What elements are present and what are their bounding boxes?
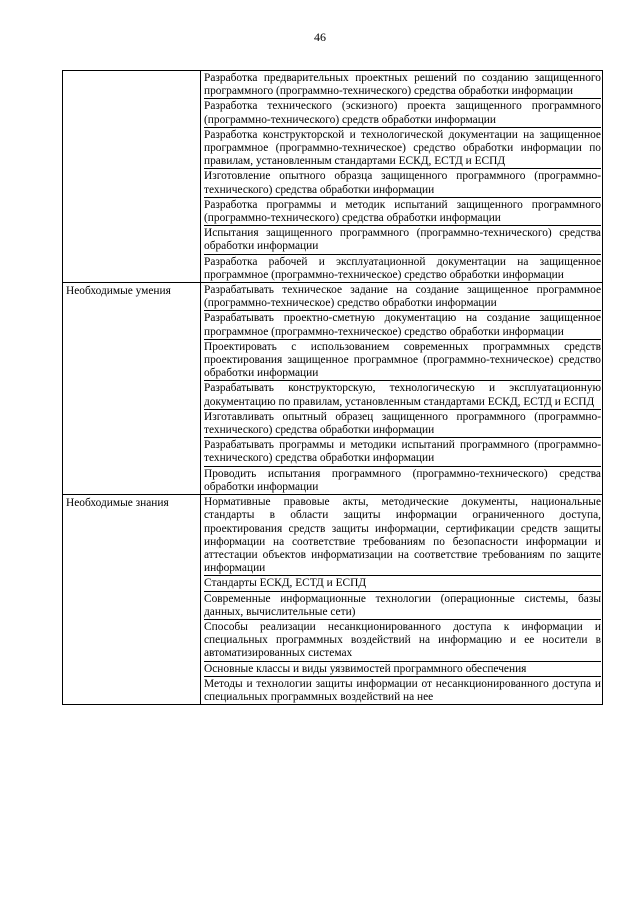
row-heading: Необходимые знания <box>63 495 201 705</box>
list-item: Изготавливать опытный образец защищенного программного (программно-технического) средства обработки информации <box>204 410 601 438</box>
list-item: Разработка технического (эскизного) проекта защищенного программного (программно-технического) средств обработки информации <box>204 99 601 127</box>
row-content <box>201 283 603 495</box>
list-item: Разрабатывать программы и методики испытаний программного (программно-технического) средства обработки информации <box>204 438 601 466</box>
list-item: Стандарты ЕСКД, ЕСТД и ЕСПД <box>204 576 601 591</box>
list-item: Изготовление опытного образца защищенного программного (программно-технического) средства обработки информации <box>204 169 601 197</box>
list-item: Способы реализации несанкционированного доступа к информации и специальных программных воздействий на информацию и ее носители в автоматизированных системах <box>204 620 601 662</box>
row-content <box>201 495 603 705</box>
list-item: Проводить испытания программного (программно-технического) средства обработки информации <box>204 467 601 493</box>
list-item: Основные классы и виды уязвимостей программного обеспечения <box>204 662 601 677</box>
requirements-table <box>62 70 603 705</box>
list-item: Нормативные правовые акты, методические документы, национальные стандарты в области защиты информации ограниченного доступа, проектирования средств защиты информации, сертификации средств защиты информации на соответствие требованиям по безопасности информации и аттестации объектов информатизации на соответствие требованиям по защите информации <box>204 495 601 576</box>
table-row <box>63 283 603 495</box>
list-item: Разрабатывать проектно-сметную документацию на создание защищенное программное (программно-техническое) средство обработки информации <box>204 311 601 339</box>
row-content <box>201 71 603 283</box>
row-heading <box>63 71 201 283</box>
list-item: Проектировать с использованием современных программных средств проектирования защищенное программное (программно-техническое) средство обработки информации <box>204 340 601 382</box>
list-item: Современные информационные технологии (операционные системы, базы данных, вычислительные сети) <box>204 592 601 620</box>
list-item: Разработка конструкторской и технологической документации на защищенное программное (программно-техническое) средство обработки информации по правилам, установленным стандартами ЕСКД, ЕСТД и ЕСПД <box>204 128 601 170</box>
list-item: Разработка рабочей и эксплуатационной документации на защищенное программное (программно-техническое) средство обработки информации <box>204 255 601 281</box>
table-row <box>63 495 603 705</box>
list-item: Испытания защищенного программного (программно-технического) средства обработки информации <box>204 226 601 254</box>
table-row <box>63 71 603 283</box>
row-heading: Необходимые умения <box>63 283 201 495</box>
list-item: Методы и технологии защиты информации от несанкционированного доступа и специальных программных воздействий на нее <box>204 677 601 703</box>
list-item: Разработка программы и методик испытаний защищенного программного (программно-технического) средства обработки информации <box>204 198 601 226</box>
list-item: Разрабатывать конструкторскую, технологическую и эксплуатационную документацию по правилам, установленным стандартами ЕСКД, ЕСТД и ЕСПД <box>204 381 601 409</box>
list-item: Разработка предварительных проектных решений по созданию защищенного программного (программно-технического) средства обработки информации <box>204 71 601 99</box>
list-item: Разрабатывать техническое задание на создание защищенное программное (программно-техническое) средство обработки информации <box>204 283 601 311</box>
page-number: 46 <box>314 30 326 44</box>
